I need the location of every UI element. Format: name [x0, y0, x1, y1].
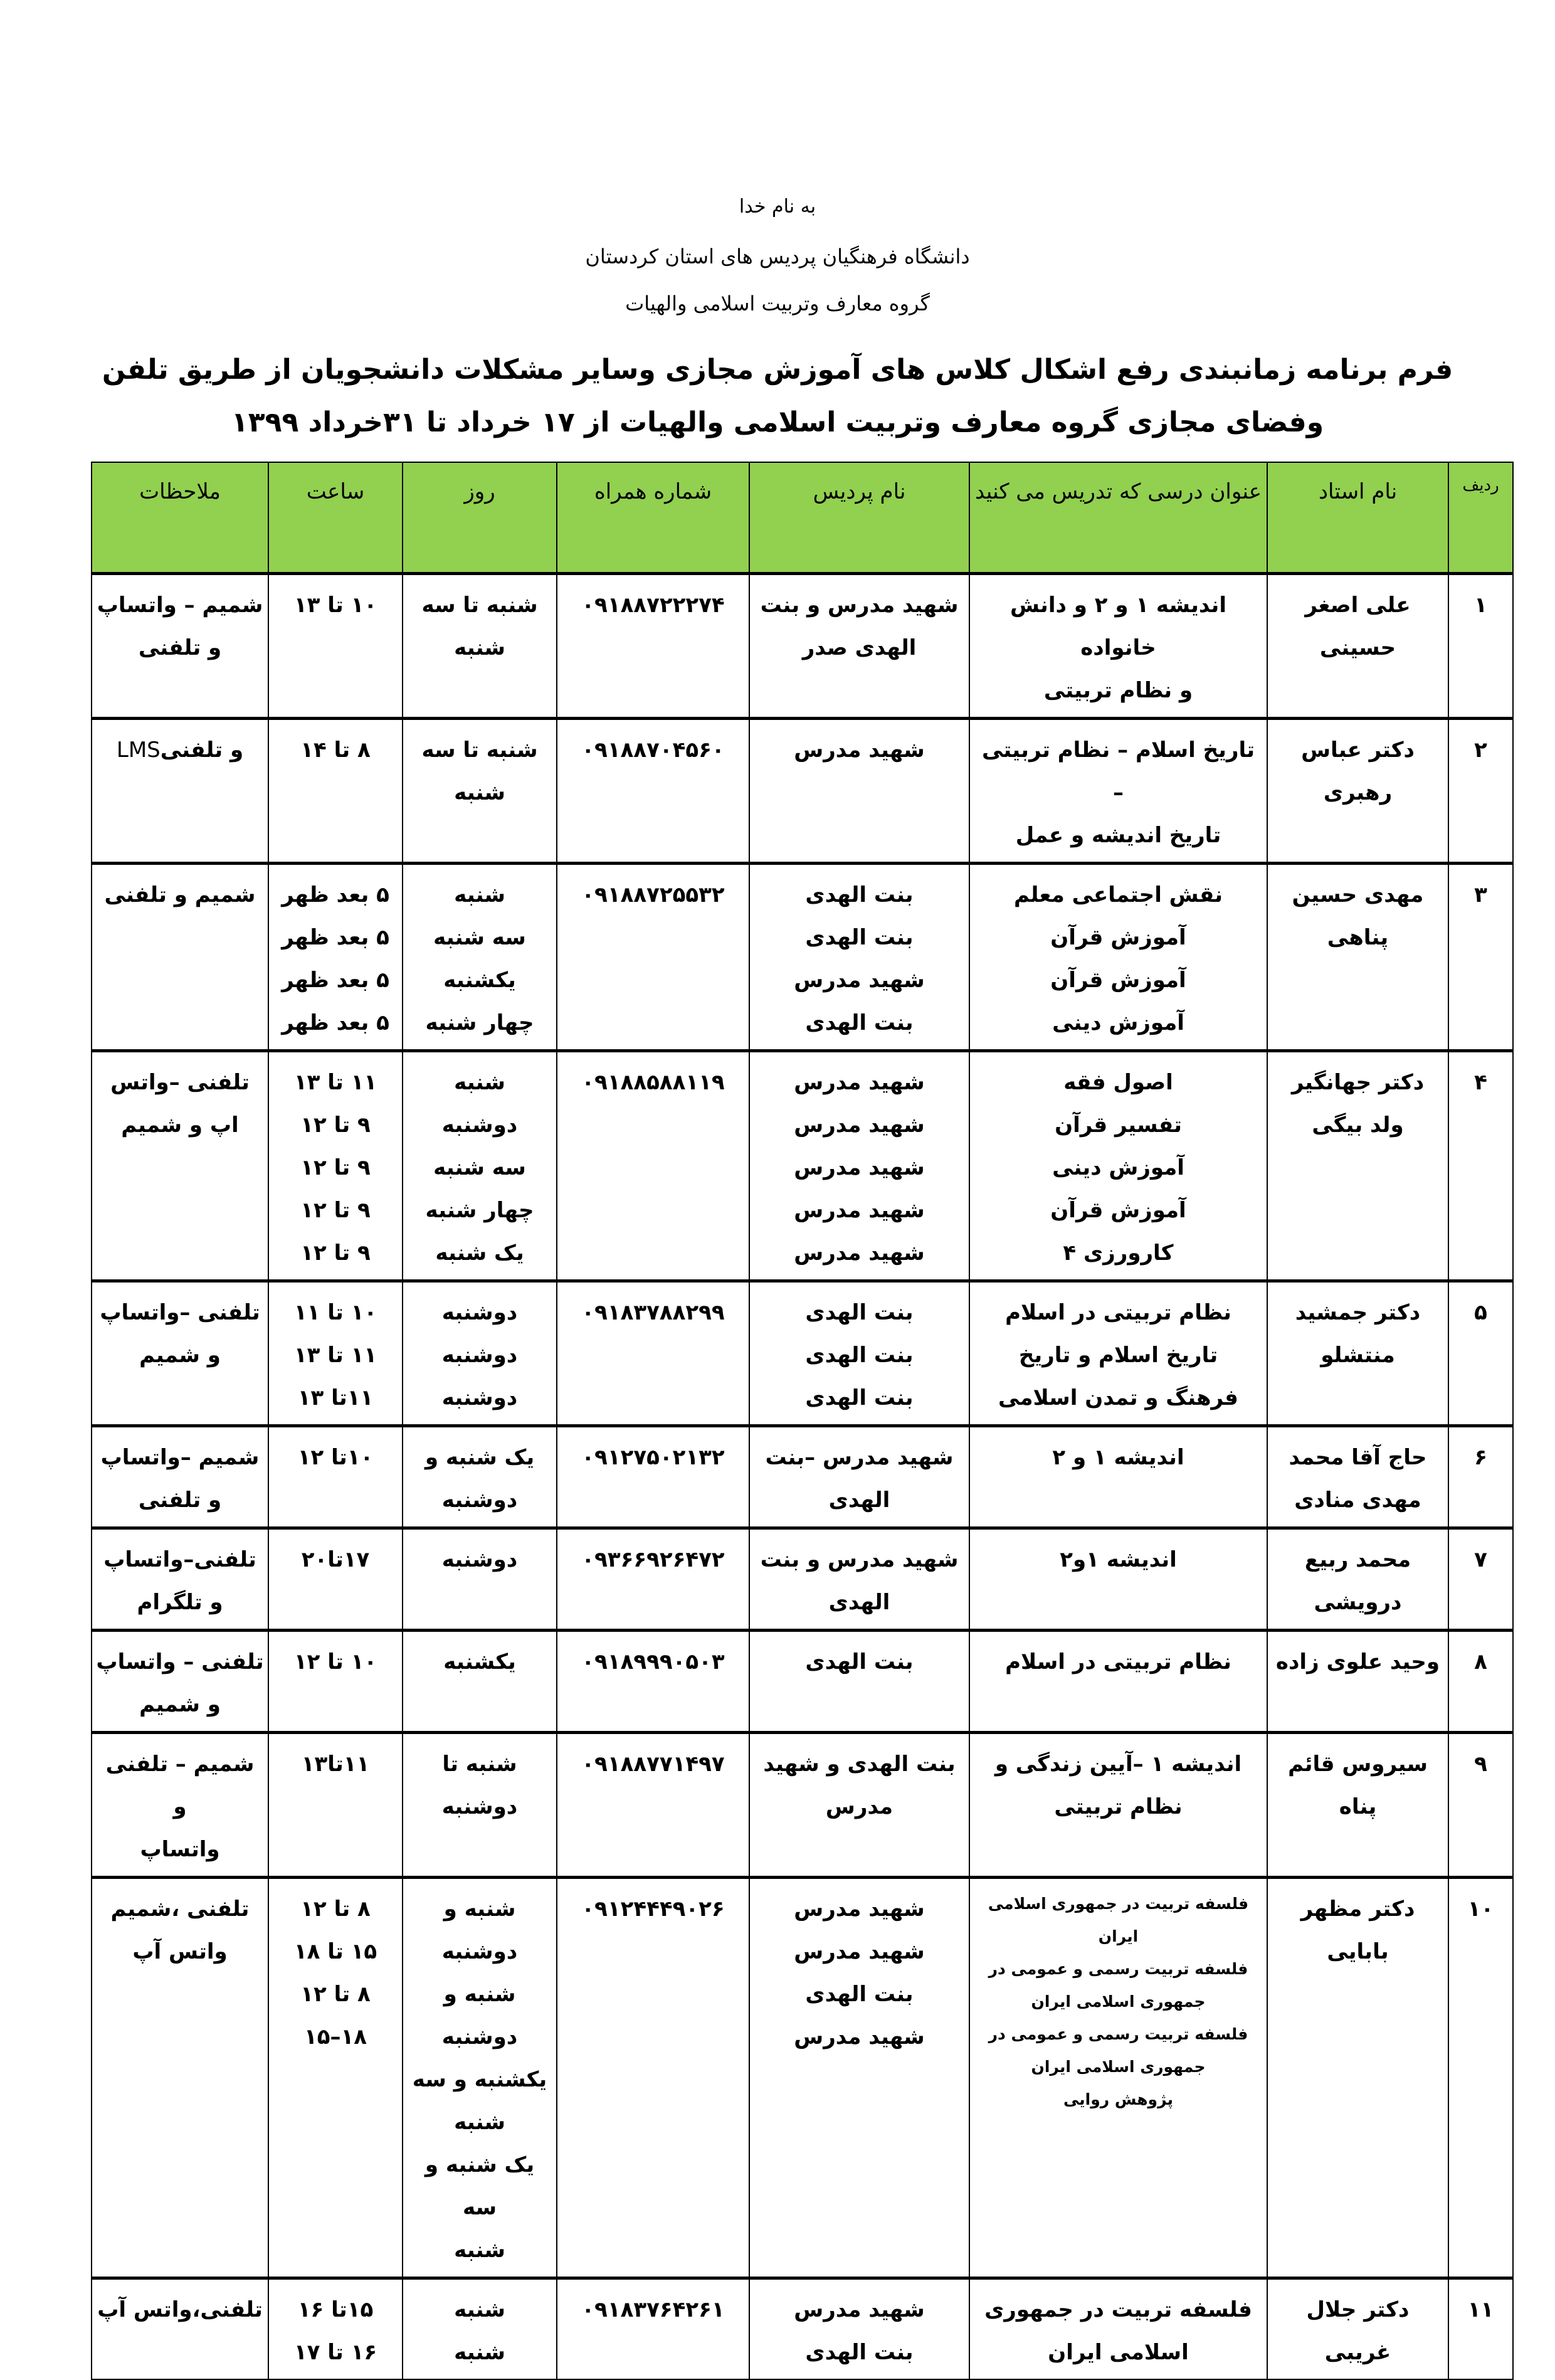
cell-line: شنبه و دوشنبه — [441, 1896, 518, 1964]
table-row — [92, 1426, 1513, 1528]
col-header-day: روز — [403, 462, 557, 574]
cell-line: ۸ تا ۱۴ — [300, 738, 371, 763]
cell-line: الهدی — [828, 1488, 890, 1513]
cell-line: شنبه و دوشنبه — [441, 1982, 518, 2049]
cell-line: چهار شنبه — [425, 1198, 534, 1223]
cell-line: تلفنی–واتساپ — [103, 1547, 256, 1572]
cell-line: ۱۵ تا ۱۸ — [293, 1939, 377, 1964]
row-number: ۱۱ — [1467, 2297, 1494, 2322]
cell-line: دوشنبه — [441, 1113, 518, 1138]
cell-line: شنبه — [454, 1070, 505, 1095]
phone-number: ۰۹۱۸۸۵۸۸۱۱۹ — [581, 1070, 725, 1095]
cell-line: شنبه — [454, 2110, 505, 2135]
cell-line: اندیشه ۱ –آیین زندگی و — [994, 1752, 1242, 1777]
cell-day — [403, 1528, 557, 1631]
cell-hour — [268, 1878, 403, 2278]
cell-notes — [92, 574, 268, 719]
cell-line: تلفنی –واتس — [110, 1070, 250, 1095]
cell-line: نقش اجتماعی معلم — [1014, 882, 1223, 907]
col-header-row: ردیف — [1448, 462, 1513, 574]
schedule-table — [91, 462, 1514, 2380]
cell-line: شنبه تا — [442, 1752, 517, 1777]
cell-line: و نظام تربیتی — [1043, 678, 1193, 703]
cell-campus — [749, 1878, 969, 2278]
cell-line: نظام تربیتی — [1054, 1794, 1183, 1819]
cell-line: شنبه — [454, 2297, 505, 2322]
cell-row — [1448, 1528, 1513, 1631]
cell-line: فلسفه تربیت در جمهوری — [984, 2297, 1252, 2322]
cell-phone — [557, 1051, 749, 1281]
cell-line: بنت الهدی — [805, 1385, 914, 1410]
cell-line: ۹ تا ۱۲ — [300, 1198, 371, 1223]
cell-campus — [749, 1528, 969, 1631]
university-name: دانشگاه فرهنگیان پردیس های استان کردستان — [585, 245, 970, 268]
cell-day — [403, 1051, 557, 1281]
table-row — [92, 574, 1513, 719]
row-number: ۲ — [1474, 738, 1487, 763]
cell-row — [1448, 719, 1513, 864]
cell-line: فلسفه تربیت در جمهوری اسلامی — [988, 1895, 1249, 1913]
col-header-campus: نام پردیس — [749, 462, 969, 574]
table-row — [92, 864, 1513, 1051]
cell-campus — [749, 574, 969, 719]
table-row — [92, 1528, 1513, 1631]
cell-line: اندیشه ۱ و ۲ و دانش خانواده — [1010, 593, 1226, 660]
cell-campus — [749, 1631, 969, 1733]
cell-line: مدرس — [825, 1794, 893, 1819]
cell-text: و تلفنی — [160, 738, 244, 763]
cell-line — [96, 729, 264, 771]
cell-line: ۱۶ تا ۱۷ — [293, 2340, 377, 2365]
cell-line: ۸ تا ۱۲ — [300, 1896, 371, 1922]
cell-line: شهید مدرس و بنت — [760, 593, 959, 618]
cell-line: درویشی — [1314, 1590, 1402, 1615]
cell-row — [1448, 1878, 1513, 2278]
cell-hour — [268, 574, 403, 719]
cell-line: و تلفنی — [138, 1488, 222, 1513]
cell-name — [1267, 1631, 1448, 1733]
cell-line: شنبه — [454, 635, 505, 660]
cell-line: ۵ بعد ظهر — [282, 882, 389, 907]
cell-line: شهید مدرس — [794, 1155, 925, 1180]
cell-line: الهدی — [828, 1590, 890, 1615]
cell-phone — [557, 1631, 749, 1733]
cell-notes — [92, 864, 268, 1051]
cell-line: واتس آپ — [132, 1939, 228, 1964]
cell-notes — [92, 1878, 268, 2278]
phone-number: ۰۹۱۸۳۷۶۴۲۶۱ — [581, 2297, 725, 2322]
cell-line: تاریخ اسلام و تاریخ — [1018, 1343, 1218, 1368]
cell-phone — [557, 1426, 749, 1528]
cell-line: آموزش قرآن — [1050, 968, 1186, 993]
cell-line: شهید مدرس –بنت — [765, 1445, 954, 1470]
cell-line: جمهوری اسلامی ایران — [1031, 1992, 1206, 2011]
cell-line: دکتر مظهر — [1300, 1896, 1415, 1922]
phone-number: ۰۹۱۸۸۷۷۱۴۹۷ — [581, 1752, 725, 1777]
cell-campus — [749, 2278, 969, 2380]
cell-line: تفسیر قرآن — [1055, 1113, 1182, 1138]
cell-line: بنت الهدی — [805, 1010, 914, 1035]
cell-line: دوشنبه — [441, 1385, 518, 1410]
cell-hour — [268, 2278, 403, 2380]
cell-day — [403, 1281, 557, 1426]
cell-day — [403, 1426, 557, 1528]
cell-line: تلفنی،واتس آپ — [97, 2297, 263, 2322]
cell-line: شنبه — [454, 882, 505, 907]
cell-line: ۱۷تا۲۰ — [301, 1547, 370, 1572]
cell-line: فرهنگ و تمدن اسلامی — [998, 1385, 1238, 1410]
col-header-notes: ملاحظات — [92, 462, 268, 574]
cell-phone — [557, 574, 749, 719]
cell-line: دوشنبه — [441, 1488, 518, 1513]
department-name: گروه معارف وتربیت اسلامی والهیات — [625, 292, 930, 315]
cell-line: ۱۱تا۱۳ — [301, 1752, 370, 1777]
cell-line: بنت الهدی و شهید — [763, 1752, 956, 1777]
cell-line: یک شنبه و — [424, 1445, 535, 1470]
cell-phone — [557, 719, 749, 864]
cell-line: شمیم –واتساپ — [100, 1445, 260, 1470]
table-row — [92, 1733, 1513, 1878]
cell-line: یک شنبه و سه — [424, 2152, 535, 2220]
cell-line: ۱۱ تا ۱۳ — [293, 1343, 377, 1368]
cell-line: بنت الهدی — [805, 925, 914, 950]
cell-day — [403, 1733, 557, 1878]
cell-line: ۵ بعد ظهر — [282, 925, 389, 950]
cell-line: بنت الهدی — [805, 1649, 914, 1674]
col-header-name: نام استاد — [1267, 462, 1448, 574]
cell-name — [1267, 2278, 1448, 2380]
cell-course — [969, 719, 1267, 864]
cell-notes — [92, 719, 268, 864]
row-number: ۹ — [1474, 1752, 1487, 1777]
cell-line: نظام تربیتی در اسلام — [1005, 1300, 1231, 1325]
cell-line: آموزش دینی — [1052, 1010, 1184, 1035]
cell-line: آموزش قرآن — [1050, 1198, 1186, 1223]
cell-line: شهید مدرس — [794, 1939, 925, 1964]
col-header-course: عنوان درسی که تدریس می کنید — [969, 462, 1267, 574]
cell-notes — [92, 1733, 268, 1878]
cell-line: شهید مدرس — [794, 1070, 925, 1095]
cell-line: چهار شنبه — [425, 1010, 534, 1035]
cell-line: الهدی صدر — [802, 635, 917, 660]
cell-line: شهید مدرس — [794, 1240, 925, 1266]
cell-name — [1267, 1528, 1448, 1631]
cell-line: ۹ تا ۱۲ — [300, 1240, 371, 1266]
cell-line: یکشنبه و سه — [412, 2067, 547, 2092]
col-header-hour: ساعت — [268, 462, 403, 574]
cell-line: مهدی منادی — [1294, 1488, 1421, 1513]
cell-line: ۹ تا ۱۲ — [300, 1155, 371, 1180]
cell-campus — [749, 864, 969, 1051]
cell-line: دوشنبه — [441, 1547, 518, 1572]
cell-line: اندیشه ۱و۲ — [1060, 1547, 1177, 1572]
cell-line: تاریخ اسلام – نظام تربیتی – — [982, 738, 1255, 805]
phone-number: ۰۹۱۸۸۷۲۲۲۷۴ — [581, 593, 725, 618]
cell-line: ۱۰تا ۱۲ — [297, 1445, 374, 1470]
cell-line: بنت الهدی — [805, 1982, 914, 2007]
cell-name — [1267, 574, 1448, 719]
cell-line: اپ و شمیم — [121, 1113, 239, 1138]
cell-phone — [557, 1281, 749, 1426]
phone-number: ۰۹۱۸۳۷۸۸۲۹۹ — [581, 1300, 725, 1325]
cell-line: شمیم و تلفنی — [104, 882, 256, 907]
cell-line: پناهی — [1327, 925, 1389, 950]
cell-line: ۵ بعد ظهر — [282, 968, 389, 993]
cell-line: تلفنی ،شمیم — [110, 1896, 250, 1922]
cell-course — [969, 574, 1267, 719]
cell-line: و شمیم — [139, 1692, 221, 1717]
cell-name — [1267, 1051, 1448, 1281]
cell-day — [403, 1631, 557, 1733]
phone-number: ۰۹۱۸۹۹۹۰۵۰۳ — [581, 1649, 725, 1674]
cell-row — [1448, 1426, 1513, 1528]
cell-line: شنبه تا سه — [421, 593, 538, 618]
phone-number: ۰۹۱۲۷۵۰۲۱۳۲ — [581, 1445, 725, 1470]
row-number: ۳ — [1474, 882, 1487, 907]
cell-line: دوشنبه — [441, 1343, 518, 1368]
cell-row — [1448, 1281, 1513, 1426]
cell-campus — [749, 1281, 969, 1426]
phone-number: ۰۹۱۲۴۴۴۹۰۲۶ — [581, 1896, 725, 1922]
cell-hour — [268, 1426, 403, 1528]
cell-line: آموزش قرآن — [1050, 925, 1186, 950]
cell-line: علی اصغر — [1305, 593, 1411, 618]
cell-name — [1267, 719, 1448, 864]
cell-line: ۸ تا ۱۲ — [300, 1982, 371, 2007]
cell-name — [1267, 1281, 1448, 1426]
cell-line: ایران — [1098, 1927, 1139, 1945]
cell-line: بابایی — [1327, 1939, 1389, 1964]
cell-phone — [557, 1878, 749, 2278]
cell-line: شهید مدرس — [794, 1198, 925, 1223]
cell-line: بنت الهدی — [805, 2340, 914, 2365]
cell-line: ۱۱ تا ۱۳ — [293, 1070, 377, 1095]
cell-course — [969, 1051, 1267, 1281]
cell-line: اسلامی ایران — [1048, 2340, 1189, 2365]
cell-line: شهید مدرس — [794, 968, 925, 993]
row-number: ۱۰ — [1467, 1896, 1494, 1922]
cell-notes — [92, 1281, 268, 1426]
cell-notes — [92, 1631, 268, 1733]
cell-line: شنبه — [454, 2340, 505, 2365]
cell-line: دکتر جمشید — [1295, 1300, 1421, 1325]
cell-day — [403, 864, 557, 1051]
phone-number: ۰۹۳۶۶۹۲۶۴۷۲ — [581, 1547, 725, 1572]
cell-line: ولد بیگی — [1312, 1113, 1404, 1138]
cell-course — [969, 1733, 1267, 1878]
cell-day — [403, 1878, 557, 2278]
cell-line: فلسفه تربیت رسمی و عمومی در — [988, 2025, 1248, 2043]
cell-hour — [268, 719, 403, 864]
lms-label: LMS — [116, 738, 161, 763]
cell-notes — [92, 1426, 268, 1528]
cell-day — [403, 574, 557, 719]
phone-number: ۰۹۱۸۸۷۰۴۵۶۰ — [581, 738, 725, 763]
cell-hour — [268, 1281, 403, 1426]
row-number: ۱ — [1474, 593, 1487, 618]
cell-line: دوشنبه — [441, 1300, 518, 1325]
cell-name — [1267, 864, 1448, 1051]
cell-line: حسینی — [1319, 635, 1396, 660]
cell-line: غریبی — [1324, 2340, 1391, 2365]
cell-line: دکتر عباس — [1301, 738, 1415, 763]
cell-line: تاریخ اندیشه و عمل — [1015, 823, 1221, 848]
cell-line: بنت الهدی — [805, 1300, 914, 1325]
cell-course — [969, 864, 1267, 1051]
cell-line: ۱۰ تا ۱۱ — [293, 1300, 377, 1325]
cell-line: فلسفه تربیت رسمی و عمومی در — [988, 1960, 1248, 1978]
cell-line: شهید مدرس و بنت — [760, 1547, 959, 1572]
invocation-line: به نام خدا — [739, 196, 816, 218]
cell-row — [1448, 864, 1513, 1051]
cell-notes — [92, 1051, 268, 1281]
cell-row — [1448, 2278, 1513, 2380]
cell-campus — [749, 1426, 969, 1528]
cell-line: حاج آقا محمد — [1289, 1445, 1427, 1470]
table-header-row — [92, 462, 1513, 574]
cell-line: شهید مدرس — [794, 2024, 925, 2049]
cell-line: کارورزی ۴ — [1063, 1240, 1174, 1266]
cell-row — [1448, 1733, 1513, 1878]
cell-line: شهید مدرس — [794, 1896, 925, 1922]
cell-campus — [749, 1051, 969, 1281]
cell-line: بنت الهدی — [805, 1343, 914, 1368]
cell-line: آموزش دینی — [1052, 1155, 1184, 1180]
cell-line: ۱۰ تا ۱۲ — [293, 1649, 377, 1674]
cell-line: رهبری — [1323, 780, 1393, 805]
row-number: ۵ — [1474, 1300, 1487, 1325]
cell-course — [969, 1631, 1267, 1733]
cell-line: و تلگرام — [137, 1590, 223, 1615]
cell-line: نظام تربیتی در اسلام — [1005, 1649, 1231, 1674]
cell-phone — [557, 1733, 749, 1878]
cell-hour — [268, 864, 403, 1051]
cell-line: بنت الهدی — [805, 882, 914, 907]
cell-line: ۱۵تا ۱۶ — [297, 2297, 374, 2322]
cell-hour — [268, 1528, 403, 1631]
cell-row — [1448, 1631, 1513, 1733]
cell-course — [969, 1426, 1267, 1528]
cell-line: مهدی حسین — [1292, 882, 1424, 907]
cell-course — [969, 1281, 1267, 1426]
cell-line: تلفنی –واتساپ — [100, 1300, 260, 1325]
cell-hour — [268, 1051, 403, 1281]
cell-line: شنبه — [454, 2238, 505, 2263]
cell-line: دکتر جهانگیر — [1291, 1070, 1425, 1095]
cell-line: دوشنبه — [441, 1794, 518, 1819]
cell-line: ۹ تا ۱۲ — [300, 1113, 371, 1138]
cell-campus — [749, 1733, 969, 1878]
cell-line: ۱۱تا ۱۳ — [297, 1385, 374, 1410]
cell-name — [1267, 1426, 1448, 1528]
cell-line: محمد ربیع — [1304, 1547, 1411, 1572]
cell-line: سه شنبه — [433, 925, 526, 950]
cell-line: پژوهش روایی — [1063, 2090, 1174, 2108]
cell-line: شهید مدرس — [794, 1113, 925, 1138]
cell-line: یکشنبه — [443, 968, 516, 993]
cell-line: اندیشه ۱ و ۲ — [1052, 1445, 1184, 1470]
table-row — [92, 1281, 1513, 1426]
cell-row — [1448, 1051, 1513, 1281]
cell-hour — [268, 1733, 403, 1878]
cell-line: و تلفنی — [138, 635, 222, 660]
table-row — [92, 1631, 1513, 1733]
row-number: ۴ — [1474, 1070, 1487, 1095]
row-number: ۷ — [1474, 1547, 1487, 1572]
cell-line: و شمیم — [139, 1343, 221, 1368]
cell-line: ۵ بعد ظهر — [282, 1010, 389, 1035]
cell-notes — [92, 1528, 268, 1631]
cell-phone — [557, 2278, 749, 2380]
cell-line: شهید مدرس — [794, 738, 925, 763]
table-body — [92, 574, 1513, 2380]
cell-line: ۱۸–۱۵ — [303, 2024, 367, 2049]
cell-day — [403, 2278, 557, 2380]
cell-line: یکشنبه — [443, 1649, 516, 1674]
cell-name — [1267, 1733, 1448, 1878]
cell-line: وحید علوی زاده — [1275, 1649, 1440, 1674]
table-row — [92, 719, 1513, 864]
cell-line: دکتر جلال — [1306, 2297, 1410, 2322]
cell-line: واتساپ — [140, 1837, 220, 1862]
cell-line: سه شنبه — [433, 1155, 526, 1180]
cell-course — [969, 1528, 1267, 1631]
cell-line: جمهوری اسلامی ایران — [1031, 2058, 1206, 2076]
row-number: ۸ — [1474, 1649, 1487, 1674]
cell-phone — [557, 1528, 749, 1631]
cell-line: شمیم – تلفنی و — [105, 1752, 255, 1819]
table-row — [92, 2278, 1513, 2380]
form-title: فرم برنامه زمانبندی رفع اشکال کلاس های آموزش مجازی وسایر مشکلات دانشجویان از طریق تلفن وفضای مجازی گروه معارف وتربیت اسلامی والهیات از ۱۷ خرداد تا ۳۱خرداد ۱۳۹۹ — [102, 354, 1453, 438]
cell-line: یک شنبه — [435, 1240, 524, 1266]
cell-name — [1267, 1878, 1448, 2278]
cell-notes — [92, 2278, 268, 2380]
cell-day — [403, 719, 557, 864]
row-number: ۶ — [1474, 1445, 1487, 1470]
cell-line: شهید مدرس — [794, 2297, 925, 2322]
cell-course — [969, 1878, 1267, 2278]
cell-line: شنبه تا سه — [421, 738, 538, 763]
cell-line: شمیم – واتساپ — [97, 593, 263, 618]
cell-row — [1448, 574, 1513, 719]
phone-number: ۰۹۱۸۸۷۲۵۵۳۲ — [581, 882, 725, 907]
cell-line: ۱۰ تا ۱۳ — [293, 593, 377, 618]
cell-hour — [268, 1631, 403, 1733]
cell-line: شنبه — [454, 780, 505, 805]
col-header-phone: شماره همراه — [557, 462, 749, 574]
table-row — [92, 1051, 1513, 1281]
cell-line: سیروس قائم پناه — [1288, 1752, 1428, 1819]
cell-course — [969, 2278, 1267, 2380]
cell-phone — [557, 864, 749, 1051]
cell-line: منتشلو — [1320, 1343, 1395, 1368]
cell-campus — [749, 719, 969, 864]
table-row — [92, 1878, 1513, 2278]
cell-line: تلفنی – واتساپ — [96, 1649, 264, 1674]
cell-line: اصول فقه — [1063, 1070, 1173, 1095]
